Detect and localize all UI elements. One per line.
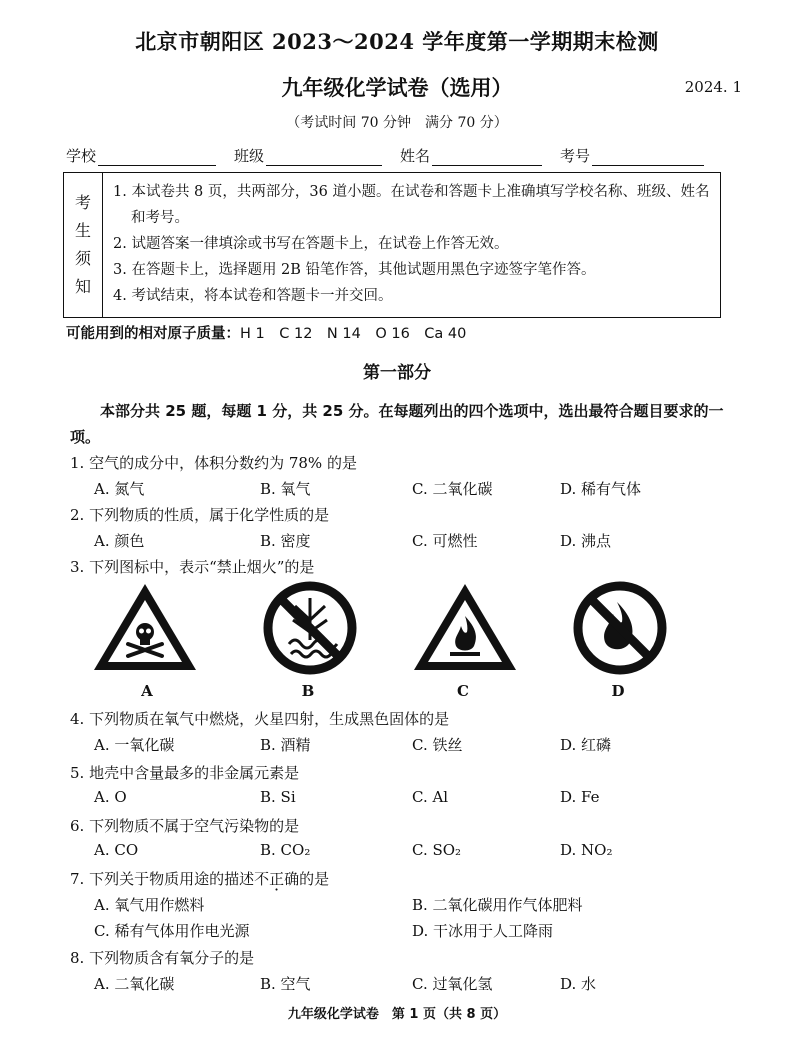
option-a[interactable]: A. 二氧化碳 [94,975,175,993]
icon-label-b: B [301,682,315,700]
option-a[interactable]: A. 一氧化碳 [94,736,175,754]
name-field[interactable] [400,145,542,166]
notice-item: 3. 在答题卡上，选择题用 2B 铅笔作答，其他试题用黑色字迹签字笔作答。 [113,262,596,278]
question-stem: 4. 下列物质在氧气中燃烧，火星四射，生成黑色固体的是 [70,710,450,728]
exam-date: 2024. 1 [684,78,742,96]
school-field[interactable] [66,145,216,166]
class-field[interactable] [234,145,382,166]
option-d[interactable]: D. 红磷 [560,736,612,754]
option-b[interactable]: B. CO₂ [260,841,311,859]
option-d[interactable]: D. 沸点 [560,532,612,550]
field-blank[interactable] [432,151,542,166]
exam-title: 北京市朝阳区 2023～2024 学年度第一学期期末检测 [135,29,659,54]
field-label: 班级 [234,147,265,165]
option-b[interactable]: B. 密度 [260,532,311,550]
option-a[interactable]: A. O [94,788,127,806]
option-c[interactable]: C. 过氧化氢 [412,975,493,993]
option-a[interactable]: A. 氮气 [94,480,145,498]
question-stem: 2. 下列物质的性质，属于化学性质的是 [70,506,330,524]
option-b[interactable]: B. 氧气 [260,480,311,498]
option-a[interactable]: A. 氧气用作燃料 [94,896,205,914]
option-d[interactable]: D. Fe [560,788,600,806]
option-a[interactable]: A. CO [94,841,139,859]
question-stem: 5. 地壳中含量最多的非金属元素是 [70,764,300,782]
question-stem: 7. 下列关于物质用途的描述不正确的是 [70,870,330,888]
toxic-warning-icon[interactable] [90,580,200,675]
icon-label-c: C [457,682,469,700]
student-fields [66,145,726,166]
option-c[interactable]: C. Al [412,788,449,806]
option-c[interactable]: C. SO₂ [412,841,462,859]
question-stem: 6. 下列物质不属于空气污染物的是 [70,817,300,835]
notice-items [103,173,720,317]
option-d[interactable]: D. 干冰用于人工降雨 [412,922,554,940]
field-blank[interactable] [98,151,216,166]
no-fireworks-icon[interactable] [255,580,365,675]
field-blank[interactable] [592,151,704,166]
part-intro: 本部分共 25 题，每题 1 分，共 25 分。在每题列出的四个选项中，选出最符合题目要求的一项。 [70,402,724,446]
icon-label-a: A [141,682,153,700]
question-icons [90,580,670,710]
notice-item: 4. 考试结束，将本试卷和答题卡一并交回。 [113,288,393,304]
no-open-flame-icon[interactable] [565,580,675,675]
field-label: 姓名 [400,147,431,165]
option-b[interactable]: B. Si [260,788,296,806]
option-c[interactable]: C. 稀有气体用作电光源 [94,922,250,940]
exam-subtitle: 九年级化学试卷（选用） [281,75,513,100]
icon-label-d: D [611,682,625,700]
notice-item: 2. 试题答案一律填涂或书写在答题卡上，在试卷上作答无效。 [113,236,509,252]
exam-number-field[interactable] [560,145,704,166]
notice-box [63,172,721,318]
question-stem: 3. 下列图标中，表示“禁止烟火”的是 [70,558,315,576]
field-blank[interactable] [266,151,382,166]
notice-item: 1. 本试卷共 8 页，共两部分，36 道小题。在试卷和答题卡上准确填写学校名称、班级、姓名和考号。 [113,184,710,226]
option-a[interactable]: A. 颜色 [94,532,145,550]
emphasized-text: 不正确 [254,870,300,888]
option-c[interactable]: C. 铁丝 [412,736,463,754]
option-d[interactable]: D. 稀有气体 [560,480,642,498]
part-heading: 第一部分 [363,363,431,383]
question-stem: 8. 下列物质含有氧分子的是 [70,949,255,967]
option-c[interactable]: C. 二氧化碳 [412,480,493,498]
flammable-warning-icon[interactable] [410,580,520,675]
atomic-masses: 可能用到的相对原子质量：H 1 C 12 N 14 O 16 Ca 40 [66,326,467,342]
option-d[interactable]: D. NO₂ [560,841,613,859]
page-footer: 九年级化学试卷 第 1 页（共 8 页） [287,1007,507,1022]
option-d[interactable]: D. 水 [560,975,597,993]
question-stem: 1. 空气的成分中，体积分数约为 78% 的是 [70,454,357,472]
option-c[interactable]: C. 可燃性 [412,532,478,550]
option-b[interactable]: B. 二氧化碳用作气体肥料 [412,896,583,914]
option-b[interactable]: B. 空气 [260,975,311,993]
option-b[interactable]: B. 酒精 [260,736,311,754]
field-label: 考号 [560,147,591,165]
field-label: 学校 [66,147,97,165]
exam-info: （考试时间 70 分钟 满分 70 分） [286,115,508,131]
notice-heading: 考 生 须 知 [64,173,103,317]
